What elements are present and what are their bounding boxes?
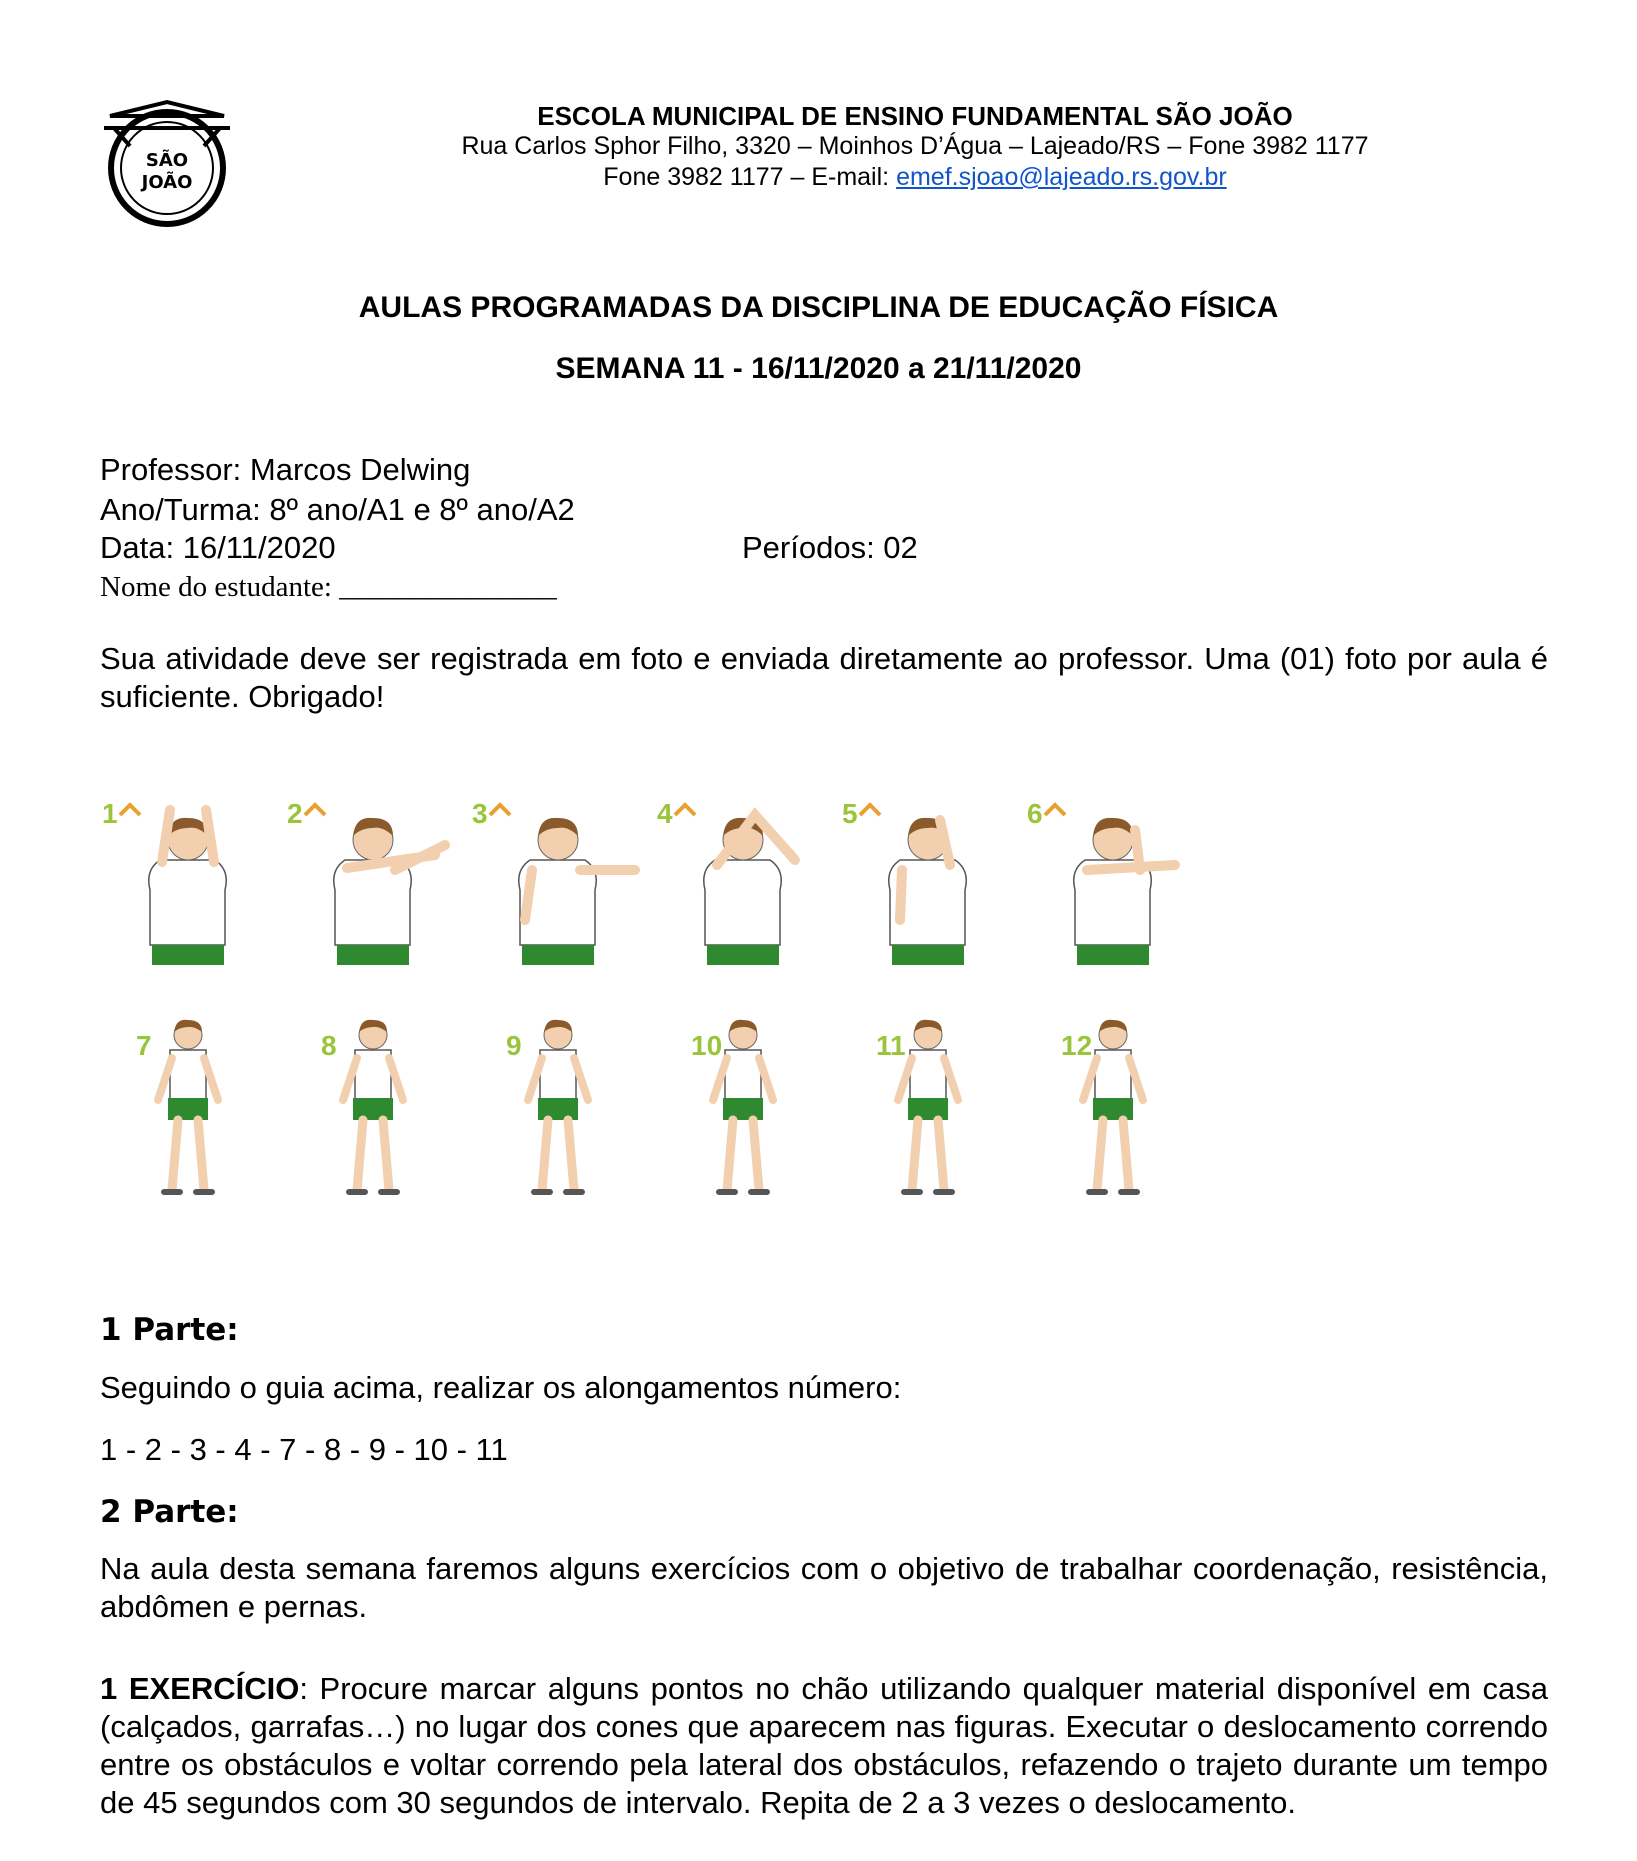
- exercise-number-8: 8: [321, 1030, 337, 1061]
- exercise-number-12: 12: [1061, 1030, 1093, 1061]
- exercise-number-6: 6: [1027, 798, 1043, 829]
- exercise-drawing-4: [655, 770, 830, 985]
- part1-list: 1 - 2 - 3 - 4 - 7 - 8 - 9 - 10 - 11: [100, 1432, 508, 1467]
- exercise-illustration-9: [470, 1000, 645, 1215]
- exercise-illustration-12: [1025, 1000, 1200, 1215]
- exercise-illustration-5: [840, 770, 1015, 985]
- exercise-number-1: 1: [102, 798, 118, 829]
- exercise-drawing-11: [840, 1000, 1015, 1215]
- exercise1-text: : Procure marcar alguns pontos no chão utilizando qualquer material disponível em casa (calçados, garrafas…) no lugar dos cones que aparecem nas figuras. Executar o deslocamento correndo entre os obstáculos e voltar correndo pela lateral dos obstáculos, refazendo o trajeto durante um tempo de 45 segundos com 30 segundos de intervalo. Repita de 2 a 3 vezes o deslocamento.: [100, 1671, 1549, 1820]
- part2-paragraph: Na aula desta semana faremos alguns exercícios com o objetivo de trabalhar coordenação, resistência, abdômen e pernas.: [100, 1551, 1548, 1624]
- logo-text-sao: SÃO: [145, 150, 189, 171]
- exercise-illustration-8: [285, 1000, 460, 1215]
- exercise-number-5: 5: [842, 798, 858, 829]
- exercise-illustration-3: [470, 770, 645, 985]
- exercise-drawing-5: [840, 770, 1015, 985]
- school-logo: [100, 98, 234, 228]
- exercise-drawing-3: [470, 770, 645, 985]
- professor-line: Professor: Marcos Delwing: [100, 452, 471, 487]
- exercise-number-11: 11: [876, 1030, 906, 1061]
- part1-text: Seguindo o guia acima, realizar os alongamentos número:: [100, 1370, 902, 1405]
- logo-text-joao: JOÃO: [141, 172, 193, 193]
- document-week: SEMANA 11 - 16/11/2020 a 21/11/2020: [555, 352, 1082, 385]
- student-name-line: Nome do estudante: _______________: [100, 571, 557, 603]
- exercise-drawing-12: [1025, 1000, 1200, 1215]
- contact-phone: Fone 3982 1177 – E-mail:: [603, 163, 897, 191]
- date-line: Data: 16/11/2020: [100, 530, 336, 565]
- periods-line: Períodos: 02: [742, 530, 918, 565]
- email-link[interactable]: emef.sjoao@lajeado.rs.gov.br: [896, 163, 1227, 191]
- intro-paragraph: Sua atividade deve ser registrada em foto e enviada diretamente ao professor. Uma (01) foto por aula é suficiente. Obrigado!: [100, 641, 1548, 714]
- exercise1-paragraph: [100, 1670, 1548, 1822]
- part2-heading: 2 Parte:: [100, 1494, 239, 1530]
- exercise-illustration-1: [100, 770, 275, 985]
- part1-heading: 1 Parte:: [100, 1312, 239, 1348]
- exercise-illustration-10: [655, 1000, 830, 1215]
- exercise-illustration-2: [285, 770, 460, 985]
- document-title: AULAS PROGRAMADAS DA DISCIPLINA DE EDUCAÇÃO FÍSICA: [358, 291, 1279, 324]
- school-address: Rua Carlos Sphor Filho, 3320 – Moinhos D’Água – Lajeado/RS – Fone 3982 1177: [461, 132, 1369, 160]
- exercise-illustration-7: [100, 1000, 275, 1215]
- exercise-number-9: 9: [506, 1030, 522, 1061]
- exercise-drawing-7: [100, 1000, 275, 1215]
- school-name: ESCOLA MUNICIPAL DE ENSINO FUNDAMENTAL SÃO JOÃO: [537, 101, 1293, 131]
- exercise-illustration-11: [840, 1000, 1015, 1215]
- exercise-illustration-4: [655, 770, 830, 985]
- exercise-number-7: 7: [136, 1030, 152, 1061]
- exercise-drawing-8: [285, 1000, 460, 1215]
- exercise-number-4: 4: [657, 798, 673, 829]
- exercise-drawing-10: [655, 1000, 830, 1215]
- turma-line: Ano/Turma: 8º ano/A1 e 8º ano/A2: [100, 492, 575, 527]
- stretching-guide-figure: [100, 770, 1250, 1250]
- exercise-drawing-1: [100, 770, 275, 985]
- exercise-illustration-6: [1025, 770, 1200, 985]
- exercise-number-10: 10: [691, 1030, 723, 1061]
- exercise-drawing-2: [285, 770, 460, 985]
- exercise-number-2: 2: [287, 798, 303, 829]
- exercise-drawing-9: [470, 1000, 645, 1215]
- exercise-drawing-6: [1025, 770, 1200, 985]
- school-contact: [390, 163, 1440, 192]
- exercise1-label: 1 EXERCÍCIO: [100, 1671, 300, 1706]
- exercise-number-3: 3: [472, 798, 488, 829]
